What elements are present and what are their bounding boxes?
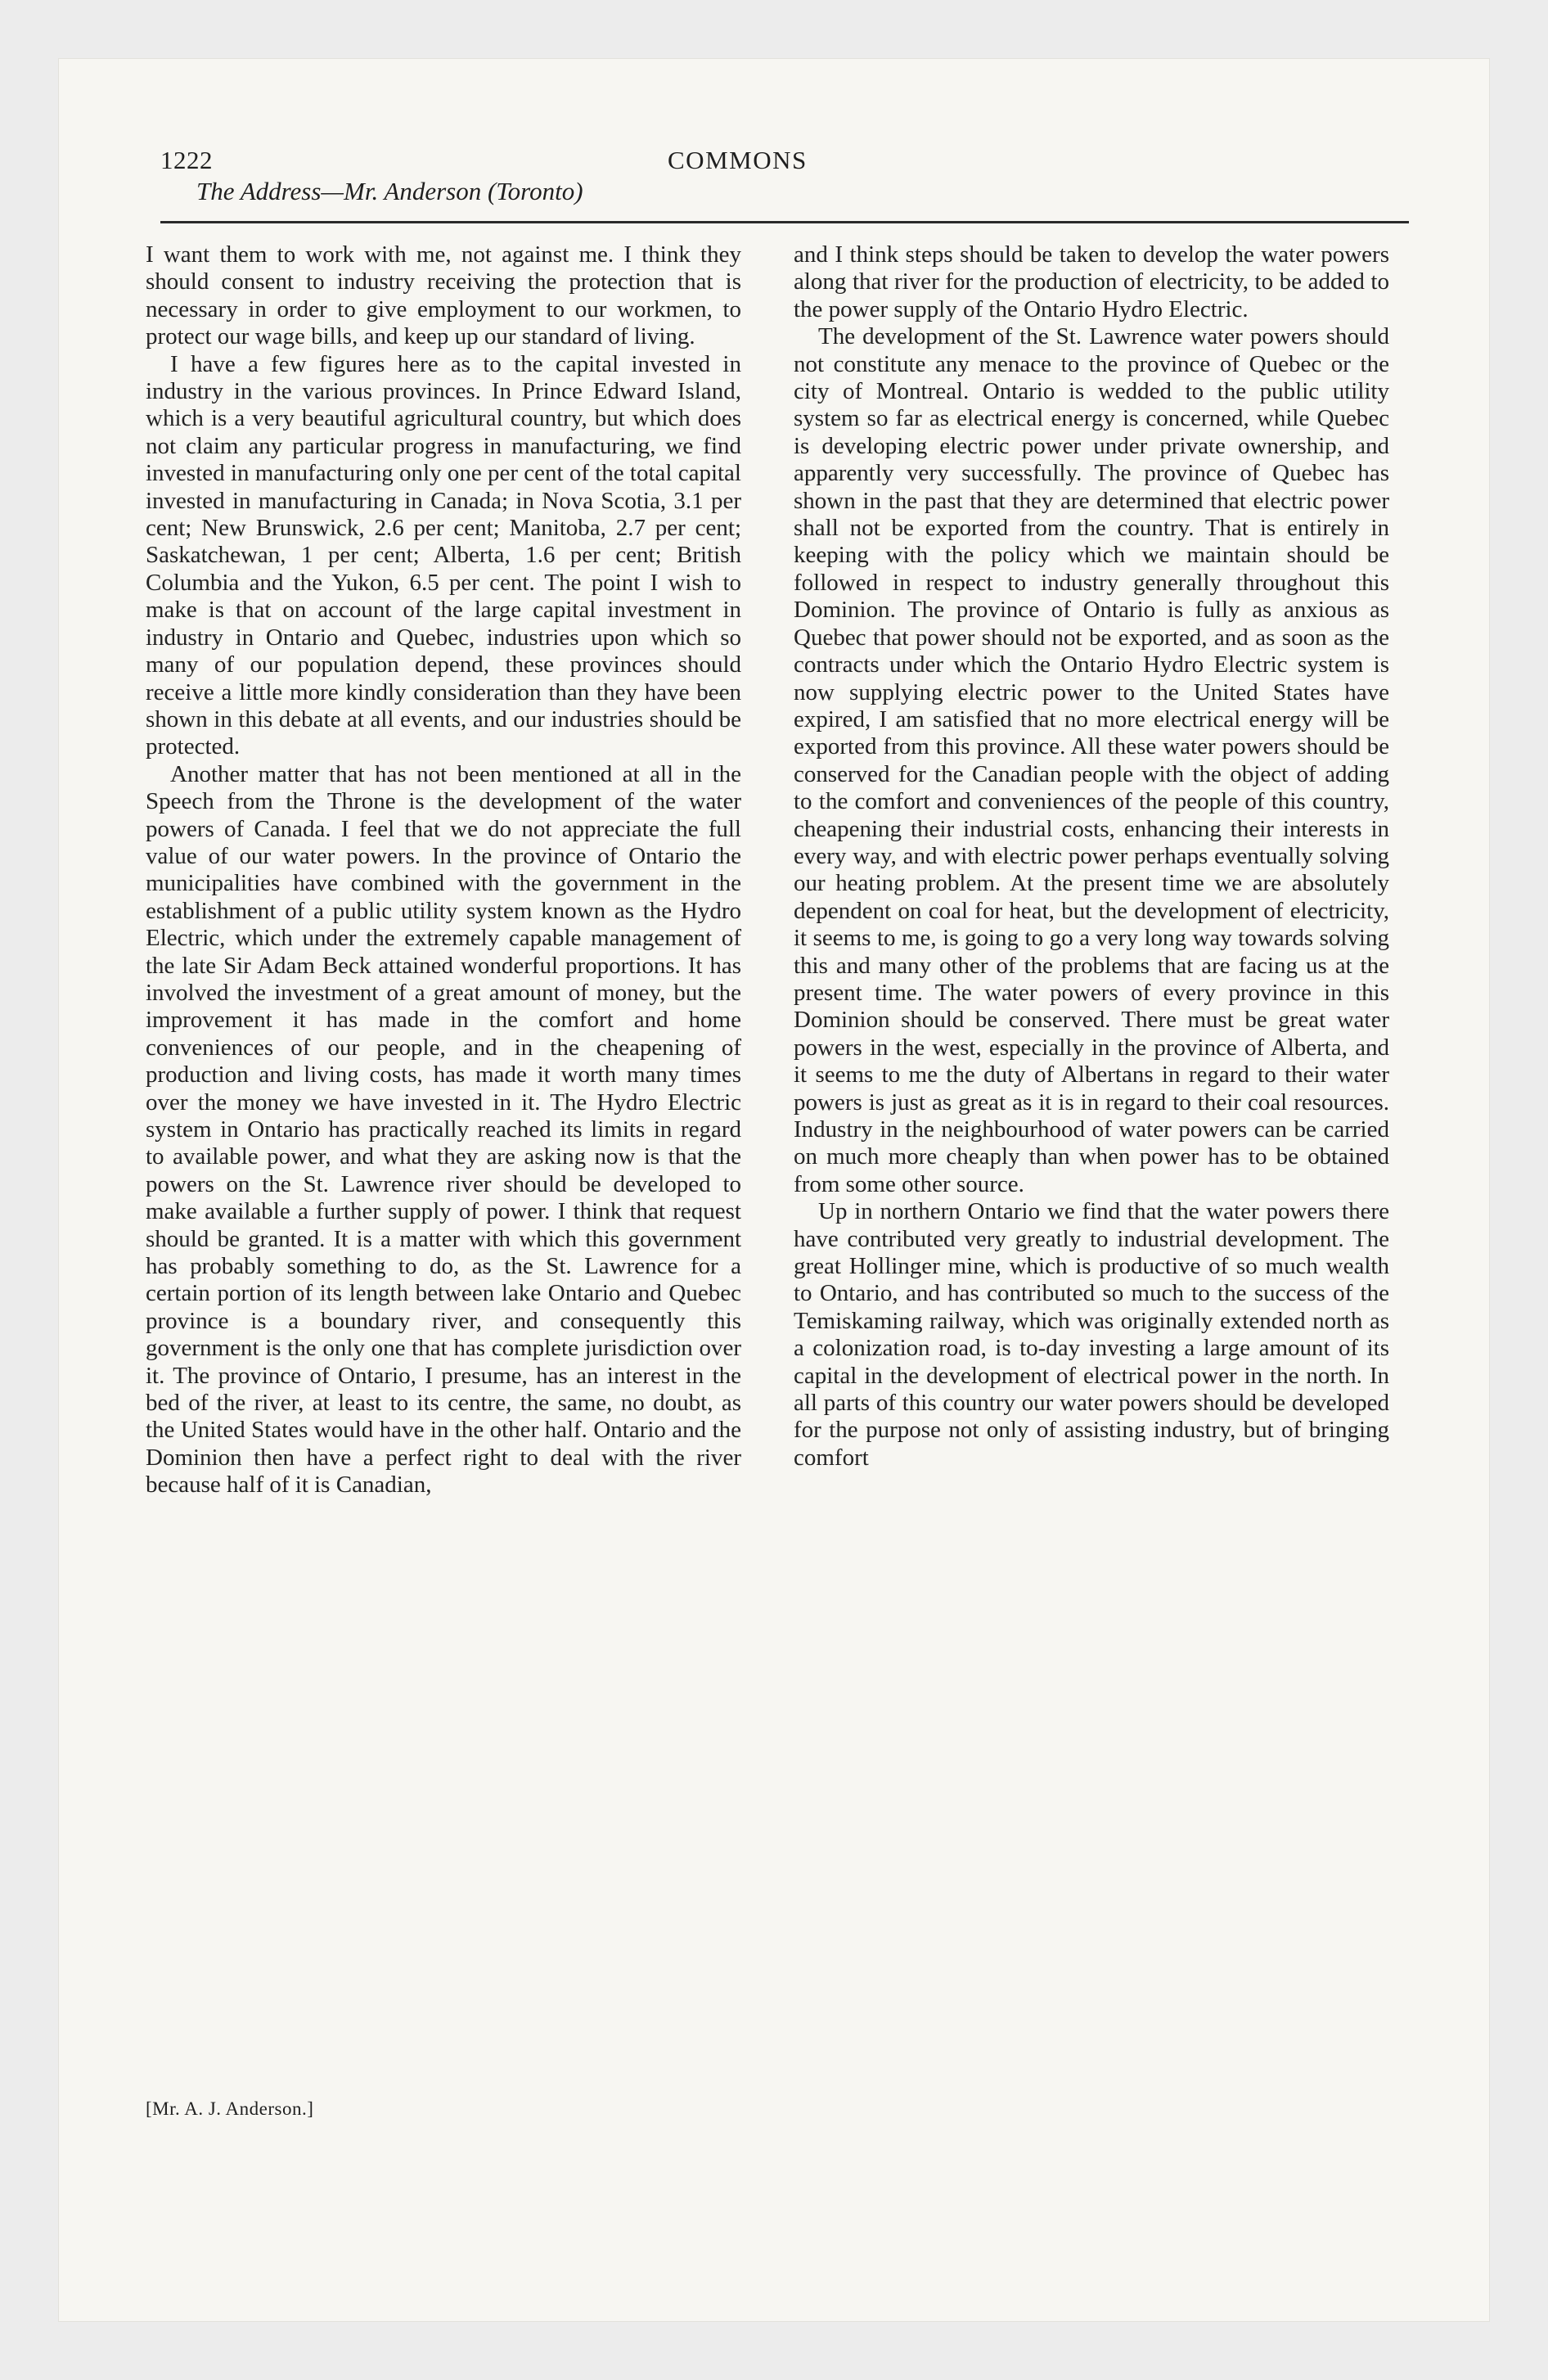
header-title: COMMONS xyxy=(668,146,808,174)
header-rule xyxy=(160,221,1409,223)
paragraph: I have a few figures here as to the capital invested in industry in the various provinces. In Prince Edward Island, which is a very beautiful agricultural country, but which does not claim any particular progress in manufacturing, we find invested in manufacturing only one per cent of the total capital invested in manufacturing in Canada; in Nova Scotia, 3.1 per cent; New Brunswick, 2.6 per cent; Manitoba, 2.7 per cent; Saskatchewan, 1 per cent; Alberta, 1.6 per cent; British Columbia and the Yukon, 6.5 per cent. The point I wish to make is that on account of the large capital investment in industry in Ontario and Quebec, industries upon which so many of our population depend, these provinces should receive a little more kindly consideration than they have been shown in this debate at all events, and our industries should be protected. xyxy=(146,350,741,760)
paragraph: Up in northern Ontario we find that the water powers there have contributed very greatly to industrial development. The great Hollinger mine, which is productive of so much wealth to Ontario, and has contributed so much to the success of the Temiskaming railway, which was originally extended north as a colonization road, is to-day investing a large amount of its capital in the development of electrical power in the north. In all parts of this country our water powers should be developed for the purpose not only of assisting industry, but of bringing comfort xyxy=(794,1198,1389,1471)
page-header xyxy=(160,146,1409,221)
paragraph: I want them to work with me, not against me. I think they should consent to industry receiving the protection that is necessary in order to give employment to our workmen, to protect our wage bills, and keep up our standard of living. xyxy=(146,241,741,350)
right-column xyxy=(794,241,1389,1472)
paragraph: and I think steps should be taken to develop the water powers along that river for the production of electricity, to be added to the power supply of the Ontario Hydro Electric. xyxy=(794,241,1389,322)
running-head: The Address—Mr. Anderson (Toronto) xyxy=(196,177,583,205)
speaker-footer: [Mr. A. J. Anderson.] xyxy=(146,2098,314,2119)
left-column xyxy=(146,241,741,1499)
paragraph: The development of the St. Lawrence water powers should not constitute any menace to the province of Quebec or the city of Montreal. Ontario is wedded to the public utility system so far as electrical energy is concerned, while Quebec is developing electric power under private ownership, and apparently very successfully. The province of Quebec has shown in the past that they are determined that electric power shall not be exported from the country. That is entirely in keeping with the policy which we maintain should be followed in respect to industry generally throughout this Dominion. The province of Ontario is fully as anxious as Quebec that power should not be exported, and as soon as the contracts under which the Ontario Hydro Electric system is now supplying electric power to the United States have expired, I am satisfied that no more electrical energy will be exported from this province. All these water powers should be conserved for the Canadian people with the object of adding to the comfort and conveniences of the people of this country, cheapening their industrial costs, enhancing their interests in every way, and with electric power perhaps eventually solving our heating problem. At the present time we are absolutely dependent on coal for heat, but the development of electricity, it seems to me, is going to go a very long way towards solving this and many other of the problems that are facing us at the present time. The water powers of every province in this Dominion should be conserved. There must be great water powers in the west, especially in the province of Alberta, and it seems to me the duty of Albertans in regard to their water powers is just as great as it is in regard to their coal resources. Industry in the neighbourhood of water powers can be carried on much more cheaply than when power has to be obtained from some other source. xyxy=(794,323,1389,1197)
page-number: 1222 xyxy=(160,146,213,174)
paragraph: Another matter that has not been mentioned at all in the Speech from the Throne is the development of the water powers of Canada. I feel that we do not appreciate the full value of our water powers. In the province of Ontario the municipalities have combined with the government in the establishment of a public utility system known as the Hydro Electric, which under the extremely capable management of the late Sir Adam Beck attained wonderful proportions. It has involved the investment of a great amount of money, but the improvement it has made in the comfort and home conveniences of our people, and in the cheapening of production and living costs, has made it worth many times over the money we have invested in it. The Hydro Electric system in Ontario has practically reached its limits in regard to available power, and what they are asking now is that the powers on the St. Lawrence river should be developed to make available a further supply of power. I think that request should be granted. It is a matter with which this government has probably something to do, as the St. Lawrence for a certain portion of its length between lake Ontario and Quebec province is a boundary river, and consequently this government is the only one that has complete jurisdiction over it. The province of Ontario, I presume, has an interest in the bed of the river, at least to its centre, the same, no doubt, as the United States would have in the other half. Ontario and the Dominion then have a perfect right to deal with the river because half of it is Canadian, xyxy=(146,760,741,1499)
